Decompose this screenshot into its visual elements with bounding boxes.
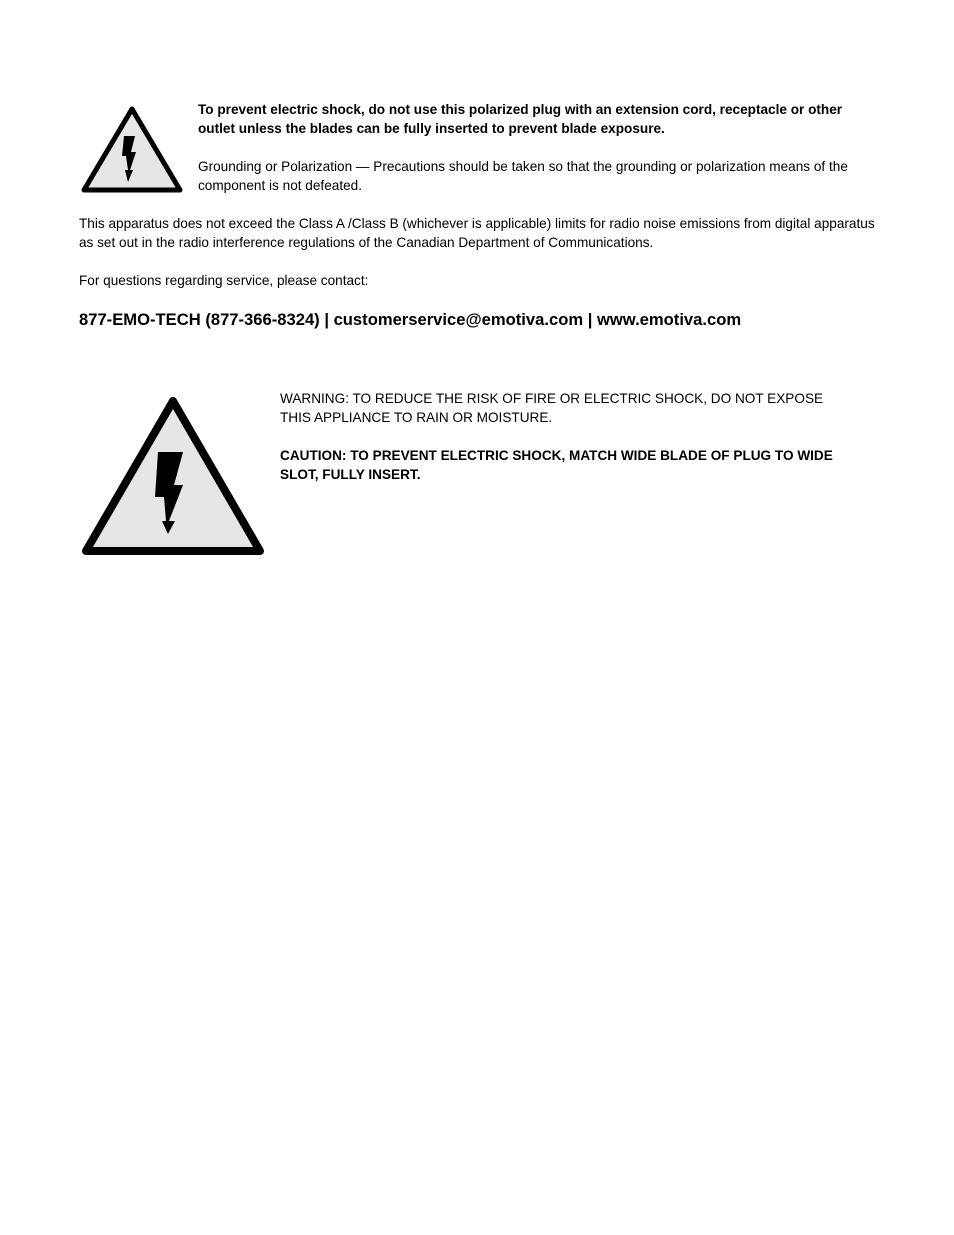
grounding-polarization-note: Grounding or Polarization — Precautions should be taken so that the grounding or polarization means of the component is not defeated.: [198, 159, 848, 193]
fire-shock-warning-text: WARNING: TO REDUCE THE RISK OF FIRE OR ELECTRIC SHOCK, DO NOT EXPOSE THIS APPLIANCE TO RAIN OR MOISTURE.: [280, 391, 824, 425]
radio-noise-compliance-text: This apparatus does not exceed the Class A /Class B (whichever is applicable) limits for radio noise emissions from digital apparatus as set out in the radio interference regulations of the Canadian Department of Communications.: [79, 216, 875, 250]
plug-caution-text: CAUTION: TO PREVENT ELECTRIC SHOCK, MATCH WIDE BLADE OF PLUG TO WIDE SLOT, FULLY INSERT.: [280, 448, 833, 482]
electric-shock-warning-icon-large: [80, 393, 266, 557]
contact-information: 877-EMO-TECH (877-366-8324) | customerservice@emotiva.com | www.emotiva.com: [79, 310, 742, 329]
polarized-plug-warning: To prevent electric shock, do not use this polarized plug with an extension cord, receptacle or other outlet unless the blades can be fully inserted to prevent blade exposure.: [198, 102, 843, 136]
electric-shock-warning-icon: [80, 104, 184, 194]
service-contact-prompt: For questions regarding service, please contact:: [79, 273, 369, 288]
